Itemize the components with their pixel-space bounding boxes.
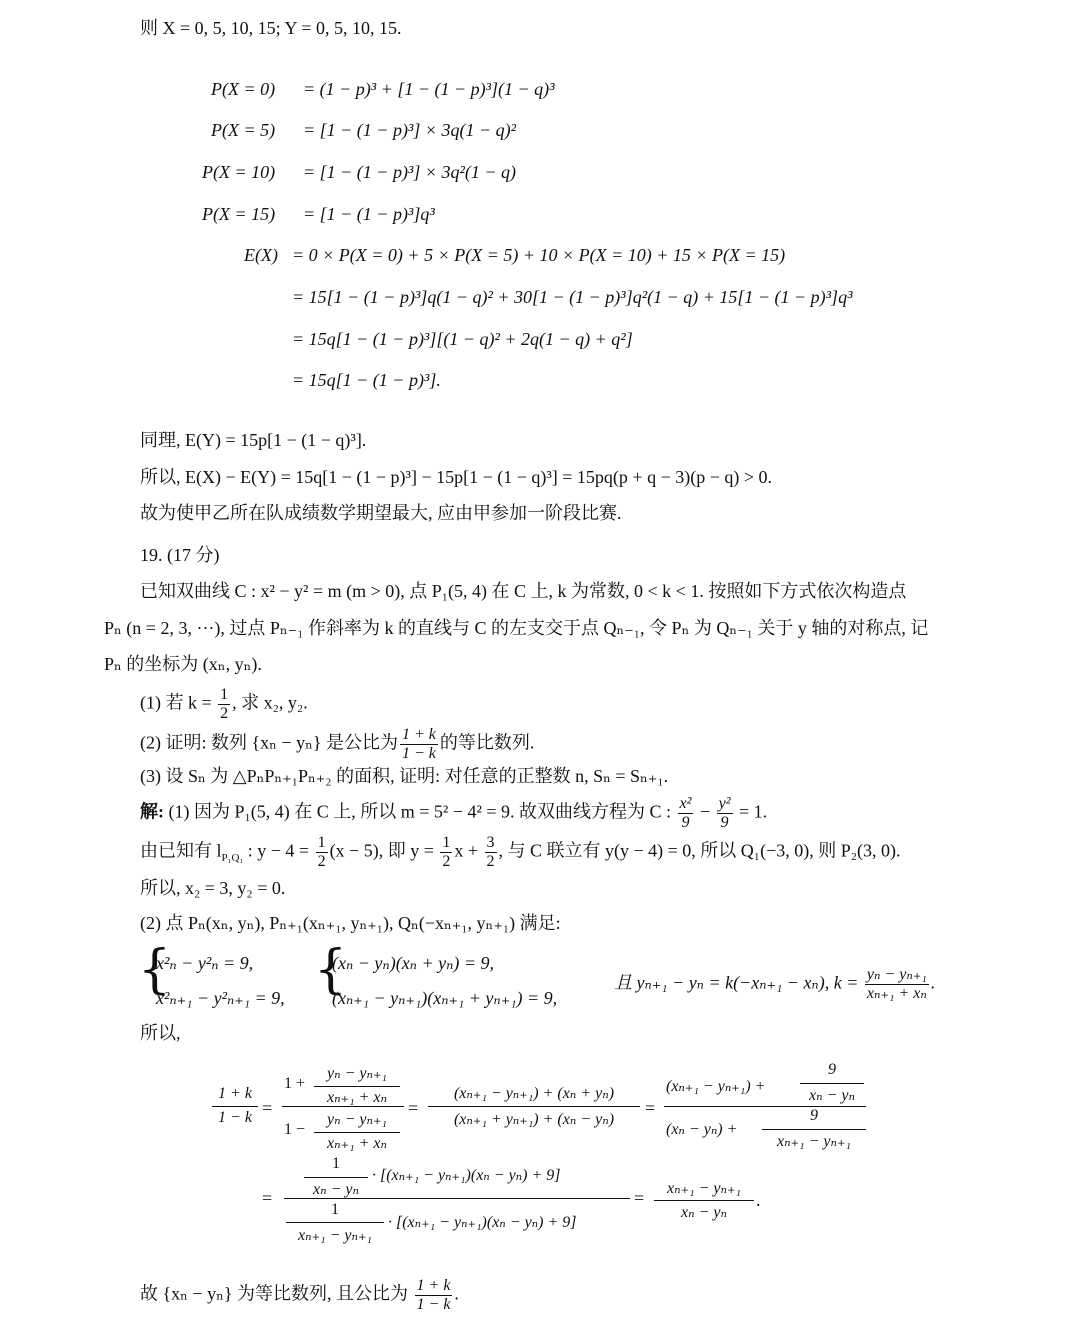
expectation-line-4: = 15q[1 − (1 − p)³].: [292, 370, 441, 390]
part1-question: (1) 若 k = $\frac{1}{2}$ , 求 x₂, y₂.: [140, 686, 308, 722]
final-frac: $\frac{1 + k}{1 - k}$: [416, 1277, 451, 1313]
slope-equation: 且 yₙ₊₁ − yₙ = k(−xₙ₊₁ − xₙ), k = $\frac{\text{yₙ − yₙ₊₁}}{\text{xₙ₊₁ + xₙ}}$ .: [614, 966, 936, 1002]
prob-x15-rhs: = [1 − (1 − p)³]q³: [303, 204, 435, 224]
solution-label: 解:: [140, 801, 164, 822]
deriv-lhs-num: 1 + k: [218, 1085, 252, 1102]
deriv-lhs-den: 1 − k: [218, 1109, 252, 1126]
conclusion-line: 故为使甲乙所在队成绩数学期望最大, 应由甲参加一阶段比赛.: [140, 503, 622, 523]
expectation-line-2: = 15[1 − (1 − p)³]q(1 − q)² + 30[1 − (1 − p)³]q²(1 − q) + 15[1 − (1 − p)³]q³: [292, 287, 853, 307]
prob-x5-rhs: = [1 − (1 − p)³] × 3q(1 − q)²: [303, 120, 517, 140]
expectation-line-3: = 15q[1 − (1 − p)³][(1 − q)² + 2q(1 − q) + q²]: [292, 329, 633, 349]
prob-x0-rhs: = (1 − p)³ + [1 − (1 − p)³](1 − q)³: [303, 79, 555, 99]
system1-eq-2: x²ₙ₊₁ − y²ₙ₊₁ = 9,: [156, 988, 285, 1008]
system2-eq-2: (xₙ₊₁ − yₙ₊₁)(xₙ₊₁ + yₙ₊₁) = 9,: [332, 988, 558, 1008]
prob-x10-lhs: P(X = 10): [202, 162, 276, 182]
problem-line-2: Pₙ (n = 2, 3, ···), 过点 Pₙ₋₁ 作斜率为 k 的直线与 C 的左支交于点 Qₙ₋₁, 令 Pₙ 为 Qₙ₋₁ 关于 y 轴的对称点, 记: [104, 618, 929, 638]
problem-line-3: Pₙ 的坐标为 (xₙ, yₙ).: [104, 654, 262, 674]
system2-eq-1: (xₙ − yₙ)(xₙ + yₙ) = 9,: [332, 953, 495, 973]
part2-question: (2) 证明: 数列 {xₙ − yₙ} 是公比为 $\frac{1 + k}{1 - k}$ 的等比数列.: [140, 726, 535, 762]
so-line: 所以,: [140, 1023, 181, 1043]
system2-brace: {: [314, 940, 348, 1000]
solution2-line: (2) 点 Pₙ(xₙ, yₙ), Pₙ₊₁(xₙ₊₁, yₙ₊₁), Qₙ(−xₙ₊₁, yₙ₊₁) 满足:: [140, 913, 561, 933]
final-line: 故 {xₙ − yₙ} 为等比数列, 且公比为 $\frac{1 + k}{1 - k}$ .: [140, 1277, 459, 1313]
solution1-line-b: 由已知有 $l_{P_1Q_1}$ : y − 4 = $\frac{1}{2}$ (x − 5), 即 y = $\frac{1}{2}$ x + $\frac{3}{2}$ , 与 C 联立有 y(y − 4) = 0, 所以 Q₁(−3, 0), 则 P₂(3, 0).: [140, 834, 901, 870]
part2-frac: $\frac{1 + k}{1 - k}$: [402, 726, 436, 762]
expectation-lhs: E(X): [244, 245, 278, 265]
solution1-line: 解: (1) 因为 P₁(5, 4) 在 C 上, 所以 m = 5² − 4² = 9. 故双曲线方程为 C : $\frac{\text{x²}}{9}$ − $\frac{\text{y²}}{9}$ = 1.: [140, 795, 768, 831]
part3-question: (3) 设 Sₙ 为 △PₙPₙ₊₁Pₙ₊₂ 的面积, 证明: 对任意的正整数 n, Sₙ = Sₙ₊₁.: [140, 766, 669, 786]
prob-x0-lhs: P(X = 0): [211, 79, 276, 99]
prob-x15-lhs: P(X = 15): [202, 204, 276, 224]
prob-x10-rhs: = [1 − (1 − p)³] × 3q²(1 − q): [303, 162, 517, 182]
system1-eq-1: x²ₙ − y²ₙ = 9,: [156, 953, 254, 973]
therefore-line: 所以, E(X) − E(Y) = 15q[1 − (1 − p)³] − 15p[1 − (1 − q)³] = 15pq(p + q − 3)(p − q) > 0.: [140, 467, 773, 487]
part1-frac: $\frac{1}{2}$: [220, 686, 229, 722]
intro-line: 则 X = 0, 5, 10, 15; Y = 0, 5, 10, 15.: [140, 18, 402, 38]
similarly-line: 同理, E(Y) = 15p[1 − (1 − q)³].: [140, 430, 367, 450]
system1-brace: {: [138, 940, 172, 1000]
problem-line-1: 已知双曲线 C : x² − y² = m (m > 0), 点 P₁(5, 4) 在 C 上, k 为常数, 0 < k < 1. 按照如下方式依次构造点: [140, 581, 907, 601]
problem-header: 19. (17 分): [140, 545, 220, 565]
prob-x5-lhs: P(X = 5): [211, 120, 276, 140]
solution1-line-c: 所以, x₂ = 3, y₂ = 0.: [140, 878, 286, 898]
expectation-line-1: = 0 × P(X = 0) + 5 × P(X = 5) + 10 × P(X = 10) + 15 × P(X = 15): [292, 245, 786, 265]
